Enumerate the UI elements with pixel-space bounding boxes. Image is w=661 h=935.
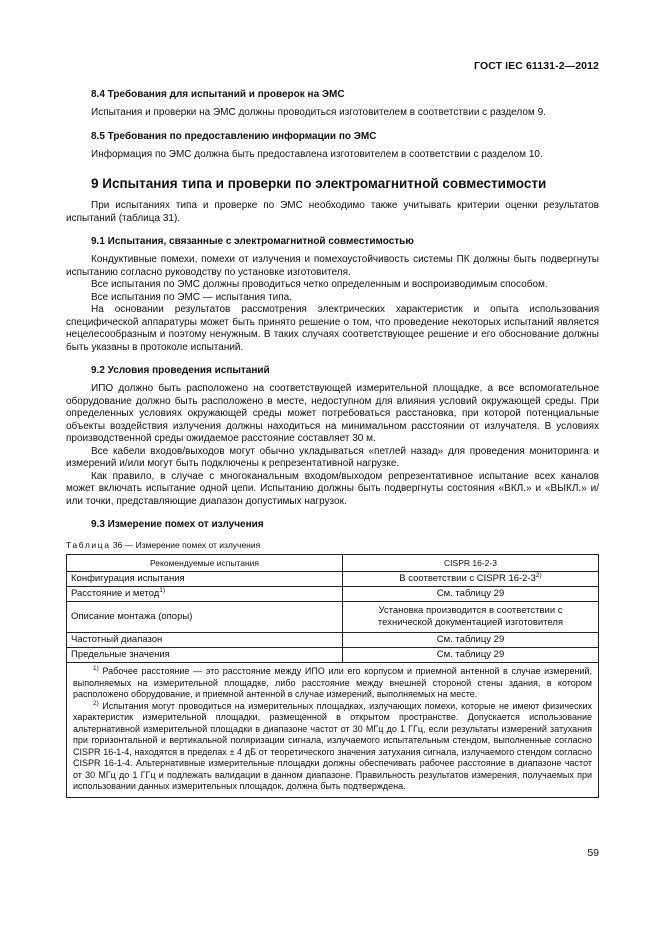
section-9-intro: При испытаниях типа и проверке по ЭМС необходимо также учитывать критерии оценки результатов испытаний (таблица 31). (66, 200, 599, 224)
section-9-1-para-3: Все испытания по ЭМС — испытания типа. (91, 291, 293, 303)
section-9-1-title: 9.1 Испытания, связанные с электромагнитной совместимостью (91, 236, 414, 247)
section-9-1-para-4: На основании результатов рассмотрения электрических характеристик и опыта использования специфической аппаратуры может быть принято решение о том, что проведение некоторых испытаний является нецелесообразным и поэтому ненужным. В таких случаях соответствующее решение и его обоснование должны быть указаны в протоколе испытаний. (66, 304, 599, 353)
section-9-2-para-1: ИПО должно быть расположено на соответствующей измерительной площадке, а все вспомогательное оборудование должно быть расположено в месте, недоступном для влияния условий окружающей среды. При определенных условиях окружающей среды может потребоваться расстановка, при которой потенциальные объекты воздействия излучения должны находиться на минимальном расстоянии от излучателя. В условиях производственной среды ожидаемое расстояние составляет 30 м. (66, 383, 599, 444)
table-notes (67, 663, 599, 798)
table-cell-param: Частотный диапазон (67, 633, 343, 648)
table-row (67, 648, 599, 663)
section-9-2-para-3: Как правило, в случае с многоканальным входом/выходом репрезентативное испытание всех каналов может включать испытание одной цепи. Испытанию должны быть подвергнуты состояния «ВКЛ.» и «ВЫКЛ.» и/или точки, представляющие диапазон допустимых нагрузок. (66, 470, 599, 507)
page-number: 59 (587, 847, 599, 859)
document-code-header: ГОСТ IEC 61131-2—2012 (474, 60, 599, 72)
table-caption (66, 540, 599, 551)
table-row (67, 602, 599, 633)
table-header-standard: CISPR 16-2-3 (343, 555, 599, 572)
table-cell-value: В соответствии с CISPR 16-2-3$^{2)}$ (343, 572, 599, 587)
table-row (67, 633, 599, 648)
section-9-2-title: 9.2 Условия проведения испытаний (91, 365, 270, 376)
section-9-1-para-1: Кондуктивные помехи, помехи от излучения и помехоустойчивость системы ПК должны быть подвергнуты испытанию согласно руководству по установке изготовителя. (66, 254, 599, 278)
emission-measurement-table (66, 554, 599, 798)
table-header-tests: Рекомендуемые испытания (67, 555, 343, 572)
table-cell-param: Предельные значения (67, 648, 343, 663)
footnote-ref-2: 2) (535, 571, 542, 579)
table-row (67, 572, 599, 587)
section-8-5-text: Информация по ЭМС должна быть предоставлена изготовителем в соответствии с разделом 10. (91, 148, 543, 160)
section-9-title: 9 Испытания типа и проверки по электромагнитной совместимости (91, 176, 547, 191)
table-caption-word: Таблица (66, 540, 111, 550)
section-8-4-title: 8.4 Требования для испытаний и проверок на ЭМС (91, 89, 345, 100)
section-8-5-title: 8.5 Требования по предоставлению информации по ЭМС (91, 130, 377, 142)
table-caption-text: 36 — Измерение помех от излучения (112, 540, 261, 550)
table-row (67, 587, 599, 602)
footnote-1: $^{1)}$ Рабочее расстояние — это расстояние между ИПО или его корпусом и приемной антенной в случае измерений, выполняемых на измерительной площадке, либо расстояние между внешней стороной стены здания, в котором расположено оборудование, и приемной антенной в случае измерений, выполняемых на месте. (73, 665, 592, 699)
section-9-1-para-2: Все испытания по ЭМС должны проводиться четко определенным и воспроизводимым способом. (91, 279, 548, 290)
table-cell-param: Описание монтажа (опоры) (67, 602, 343, 633)
table-cell-value: См. таблицу 29 (343, 633, 599, 648)
table-cell-param: Расстояние и метод$^{1)}$ (67, 587, 343, 602)
table-cell-value: Установка производится в соответствии с технической документацией изготовителя (343, 602, 599, 633)
page-content (66, 82, 599, 798)
table-notes-row (67, 663, 599, 798)
section-9-3-title: 9.3 Измерение помех от излучения (91, 519, 264, 530)
footnote-2: $^{2)}$ Испытания могут проводиться на измерительных площадках, излучающих помехи, которые не имеют физических характеристик измерительной площадки, размещенной в открытом пространстве. Допускается использование альтернативной измерительной площадки в диапазоне частот от 30 МГц до 1 ГГц, если результаты измерений затухания при горизонтальной и вертикальной поляризации сигнала, излучаемого испытательным стендом, выполненные согласно CISPR 16-1-4, находятся в пределах ± 4 дБ от теоретического значения затухания сигнала, излучаемого стендом согласно CISPR 16-1-4. Альтернативные измерительные площадки должны обеспечивать рабочее расстояние в диапазоне частот от 30 МГц до 1 ГГц и подлежать валидации в данном диапазоне. Правильность результатов измерения, получаемых при использовании данных измерительных площадок, должна быть подтверждена. (73, 699, 592, 791)
section-8-4-text: Испытания и проверки на ЭМС должны проводиться изготовителем в соответствии с разделом 9. (91, 107, 546, 118)
table-cell-param: Конфигурация испытания (67, 572, 343, 587)
section-9-2-para-2: Все кабели входов/выходов могут обычно укладываться «петлей назад» для проведения мониторинга и измерений и/или могут быть подключены к репрезентативной нагрузке. (66, 445, 599, 469)
table-cell-value: См. таблицу 29 (343, 648, 599, 663)
footnote-ref-1: 1) (159, 586, 166, 594)
table-cell-value: См. таблицу 29 (343, 587, 599, 602)
table-header-row (67, 555, 599, 572)
